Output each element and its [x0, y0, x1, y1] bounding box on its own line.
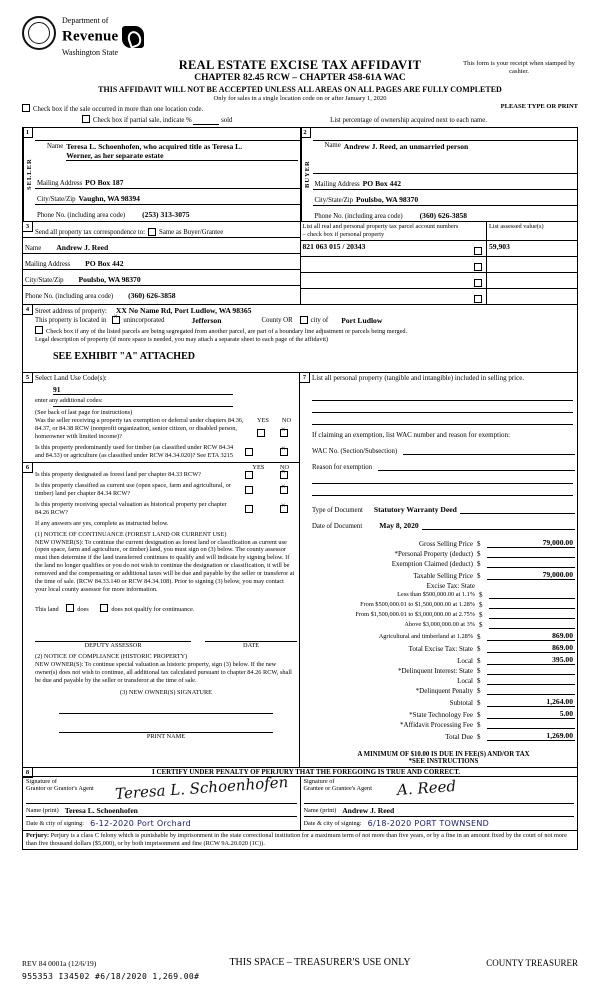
- parcel-assessed-1[interactable]: [486, 257, 577, 272]
- tax-bracket-label: Above $3,000,000.00 at 3%: [404, 620, 475, 628]
- tax-line: Gross Selling Price $ 79,000.00: [312, 538, 575, 548]
- assessed-header: List assessed value(s): [486, 222, 577, 240]
- buyer-name-label: Name: [324, 142, 341, 149]
- tax-line-value[interactable]: 79,000.00: [487, 570, 575, 580]
- seller-name-line1[interactable]: Teresa L. Schoenhofen, who acquired title as Teresa L.: [66, 142, 243, 151]
- land-qualify-row[interactable]: [35, 604, 297, 614]
- seller-box-number: 1: [23, 128, 33, 138]
- buyer-phone-row: [313, 206, 578, 221]
- tax-line-label: Agricultural and timberland at 1.28%: [378, 632, 473, 640]
- certification-box: [22, 768, 578, 850]
- tax-line-label: *Affidavit Processing Fee: [400, 720, 473, 729]
- tax-line-value[interactable]: 1,269.00: [487, 731, 575, 741]
- buyer-side-label: BUYER: [301, 128, 313, 221]
- receipt-note: [460, 60, 578, 77]
- corr-citystate-label: City/State/Zip: [25, 277, 64, 284]
- tax-line: *Delinquent Interest: State $: [312, 667, 575, 675]
- new-owner-signature-line[interactable]: [59, 713, 273, 714]
- segregation-checkbox-icon[interactable]: [35, 326, 43, 334]
- partial-sale-label: Check box if partial sale, indicate %: [93, 117, 192, 124]
- multi-location-label: Check box if the sale occurred in more than one location code.: [33, 106, 204, 113]
- grantor-printname-label: Name (print): [26, 807, 59, 815]
- page-title: REAL ESTATE EXCISE TAX AFFIDAVIT: [178, 58, 422, 72]
- seller-mailing-label: Mailing Address: [37, 180, 83, 187]
- grantee-signature-label-1: Signature of: [303, 777, 335, 785]
- tax-bracket-label: From $1,500,000.01 to $3,000,000.00 at 2.75%: [355, 610, 475, 618]
- buyer-mailing-row: [313, 174, 578, 190]
- treasurer-stamp: 955353 I34502 #6/18/2020 1,269.00#: [22, 972, 200, 981]
- corr-phone-value[interactable]: (360) 626-3858: [128, 291, 176, 300]
- corr-name-label: Name: [25, 245, 42, 252]
- seller-mailing-value[interactable]: PO Box 187: [85, 178, 124, 187]
- form-revision: REV 84 0001a (12/6/19): [22, 959, 97, 968]
- landuse-q2-no-checkbox[interactable]: [280, 448, 288, 456]
- certification-box-number: 8: [23, 768, 33, 778]
- correspondence-parcels-section: [22, 222, 578, 305]
- corr-citystate-value[interactable]: Poulsbo, WA 98370: [78, 275, 141, 284]
- parcel-assessed-0[interactable]: 59,903: [486, 241, 577, 256]
- tax-line-value[interactable]: [487, 557, 575, 558]
- please-type-or-print: PLEASE TYPE OR PRINT: [500, 103, 578, 110]
- tax-bracket-line: From $1,500,000.01 to $3,000,000.00 at 2.75% $: [312, 611, 575, 619]
- deputy-assessor-date-label: DATE: [243, 642, 260, 650]
- corr-mailing-label: Mailing Address: [25, 261, 71, 268]
- city-of-label: city of: [310, 316, 329, 324]
- corr-phone-row: [23, 286, 300, 301]
- classification-q1-no-checkbox[interactable]: [280, 471, 288, 479]
- tax-line: Taxable Selling Price $ 79,000.00: [312, 570, 575, 580]
- landuse-box: [22, 373, 300, 462]
- landuse-yes-header: YES: [257, 417, 269, 425]
- seller-phone-value[interactable]: (253) 313-3075: [142, 210, 190, 219]
- parcel-row: [301, 257, 578, 273]
- tax-line-label: *Delinquent Penalty: [415, 686, 473, 695]
- parcel-personal-checkbox-2[interactable]: [474, 279, 482, 287]
- grantor-printname-value[interactable]: Teresa L. Schoenhofen: [64, 806, 138, 816]
- parcels-box: [301, 222, 579, 305]
- buyer-citystate-row: [313, 190, 578, 206]
- unincorporated-label: unincorporated: [123, 316, 165, 324]
- segregation-row[interactable]: [35, 326, 575, 336]
- personal-property-title: List all personal property (tangible and intangible) included in selling price.: [312, 374, 525, 383]
- seller-name-label: Name: [47, 143, 64, 150]
- buyer-phone-label: Phone No. (including area code): [314, 213, 403, 220]
- deputy-assessor-label: DEPUTY ASSESSOR: [84, 642, 142, 650]
- tax-line-value[interactable]: 1,264.00: [487, 697, 575, 707]
- agency-identity: [62, 14, 144, 58]
- parcel-row: [301, 273, 578, 289]
- grantor-signature-label-1: Signature of: [26, 777, 57, 785]
- landuse-q1-no-checkbox[interactable]: [280, 429, 288, 437]
- personal-property-box: [300, 373, 578, 767]
- buyer-mailing-label: Mailing Address: [314, 181, 360, 188]
- grantor-date-city-value[interactable]: 6-12-2020 Port Orchard: [90, 819, 192, 829]
- dept-line1: Department of: [62, 16, 109, 25]
- buyer-mailing-value[interactable]: PO Box 442: [362, 179, 402, 188]
- parcel-row: [301, 289, 578, 304]
- dept-line3: Washington State: [62, 48, 119, 57]
- parties-section: [22, 127, 578, 222]
- classification-q3-no-checkbox[interactable]: [280, 505, 288, 513]
- continuance-body: NEW OWNER(S): To continue the current designation as forest land or classification as current use (open space, farm and agriculture, or timber) land, you must sign on (3) below. The county assessor must then determine if the land transferred continues to qualify and will indicate by signing below. If the land no longer qualifies or you do not wish to continue the designation or classification, it will be removed and the compensating or additional taxes will be due and payable by the seller or transferor at the time of sale. (RCW 84.33.140 or RCW 84.34.108). Prior to signing (3) below, you may contact your local county assessor for more information.: [35, 538, 295, 593]
- document-body: [22, 14, 578, 850]
- buyer-citystate-label: City/State/Zip: [314, 197, 354, 204]
- correspondence-box: [22, 222, 301, 305]
- landuse-code-value[interactable]: 91: [53, 384, 61, 394]
- grantee-date-city-value[interactable]: 6/18-2020 PORT TOWNSEND: [367, 819, 490, 829]
- see-instructions-note: *SEE INSTRUCTIONS: [408, 757, 479, 765]
- perjury-note: [23, 830, 577, 849]
- classification-q1-yes-checkbox[interactable]: [245, 471, 253, 479]
- tax-bracket-value[interactable]: [489, 608, 575, 609]
- tax-line-label: Total Due: [445, 732, 473, 741]
- buyer-phone-value[interactable]: (360) 626-3858: [419, 211, 468, 220]
- same-as-buyer-label: Same as Buyer/Grantee: [159, 229, 224, 236]
- tax-bracket-value[interactable]: [489, 628, 575, 629]
- tax-line-label: Local: [457, 656, 473, 665]
- landuse-no-header: NO: [281, 417, 291, 425]
- revenue-logo-icon: [122, 26, 144, 48]
- personal-property-box-number: 7: [300, 373, 310, 383]
- corr-mailing-value[interactable]: PO Box 442: [85, 259, 124, 268]
- parcel-assessed-2[interactable]: [486, 273, 577, 288]
- tax-line-label: Excise Tax: State: [426, 581, 475, 590]
- perjury-text: Perjury is a class C felony which is punishable by imprisonment in the state correctional institution for a maximum term of not more than five years, or by a fine in an amount fixed by the court of not more than five thousand dollars ($5,000), or by both imprisonment and fine (RCW 9A.20.020 (1C)).: [26, 832, 567, 848]
- classification-box: [22, 463, 300, 768]
- exemption-reason-input[interactable]: [378, 461, 575, 471]
- tax-line: Local $: [312, 677, 575, 685]
- multi-location-checkbox-row[interactable]: [22, 104, 578, 113]
- buyer-box: [301, 127, 579, 222]
- historic-title: (2) NOTICE OF COMPLIANCE (HISTORIC PROPERTY): [35, 653, 188, 661]
- city-value[interactable]: Port Ludlow: [341, 315, 383, 325]
- unincorporated-checkbox-icon[interactable]: [112, 316, 120, 324]
- dept-line2: Revenue: [62, 26, 144, 48]
- tax-line: *Personal Property (deduct) $: [312, 550, 575, 558]
- classification-q2-no-checkbox[interactable]: [280, 486, 288, 494]
- tax-line: *Delinquent Penalty $: [312, 687, 575, 695]
- tax-line: Subtotal $ 1,264.00: [312, 697, 575, 707]
- landuse-q1-yes-checkbox[interactable]: [257, 429, 265, 437]
- tax-line: Exemption Claimed (deduct) $: [312, 560, 575, 568]
- tax-line: Local $ 395.00: [312, 655, 575, 665]
- tax-line-label: Taxable Selling Price: [413, 571, 473, 580]
- property-box-number: 4: [23, 305, 33, 315]
- exemption-reason-label: Reason for exemption: [312, 463, 373, 471]
- grantor-signature[interactable]: Teresa L. Schoenhofen: [114, 772, 289, 803]
- tax-line-value[interactable]: 869.00: [487, 643, 575, 653]
- form-notice: THIS AFFIDAVIT WILL NOT BE ACCEPTED UNLESS ALL AREAS ON ALL PAGES ARE FULLY COMPLETED: [98, 85, 502, 94]
- classification-q3-yes-checkbox[interactable]: [245, 505, 253, 513]
- exemption-label: If claiming an exemption, list WAC number and reason for exemption:: [312, 430, 510, 439]
- tax-bracket-label: Less than $500,000.00 at 1.1%: [397, 590, 475, 598]
- classification-q1: Is this property designated as forest land per chapter 84.33 RCW?: [35, 471, 201, 479]
- corr-citystate-row: [23, 270, 300, 286]
- legal-description-note: Legal description of property (if more space is needed, you may attach a separate sheet to each page of the affidavit): [35, 335, 329, 343]
- grantee-signature[interactable]: A. Reed: [395, 776, 457, 799]
- tax-line-label: Subtotal: [449, 698, 473, 707]
- city-checkbox-icon[interactable]: [300, 316, 308, 324]
- tax-bracket-line: Above $3,000,000.00 at 3% $: [312, 621, 575, 629]
- tax-line-value[interactable]: [487, 674, 575, 675]
- legal-description-value[interactable]: SEE EXHIBIT "A" ATTACHED: [53, 351, 195, 363]
- seller-phone-label: Phone No. (including area code): [37, 212, 126, 219]
- classification-q2-yes-checkbox[interactable]: [245, 486, 253, 494]
- seller-side-label: SELLER: [23, 128, 35, 221]
- seller-citystate-label: City/State/Zip: [37, 196, 76, 203]
- new-owner-signature-title: (3) NEW OWNER(S) SIGNATURE: [119, 688, 213, 696]
- parcel-personal-checkbox-0[interactable]: [474, 247, 482, 255]
- tax-bracket-line: Less than $500,000.00 at 1.1% $: [312, 591, 575, 599]
- buyer-name-value[interactable]: Andrew J. Reed, an unmarried person: [343, 142, 469, 151]
- tax-line-value[interactable]: 395.00: [487, 655, 575, 665]
- tax-calculation-table: [312, 538, 575, 741]
- county-treasurer-label: COUNTY TREASURER: [486, 958, 578, 968]
- tax-line-value[interactable]: [487, 684, 575, 685]
- classification-box-number: 6: [23, 463, 33, 473]
- land-does-checkbox[interactable]: [66, 604, 74, 612]
- tax-line: Total Due $ 1,269.00: [312, 731, 575, 741]
- parcel-personal-checkbox-3[interactable]: [474, 295, 482, 303]
- document-header: [22, 14, 578, 56]
- property-box: [22, 305, 578, 374]
- classification-q2: Is this property classified as current use (open space, farm and agricultural, or timber) land per chapter 84.34 RCW?: [35, 482, 231, 498]
- print-name-label: PRINT NAME: [146, 732, 186, 740]
- landuse-see-back: (See back of last page for instructions): [35, 409, 133, 417]
- corr-name-row: [23, 238, 300, 254]
- same-as-buyer-checkbox-icon[interactable]: [148, 228, 156, 236]
- tax-bracket-line: From $500,000.01 to $1,500,000.00 at 1.28% $: [312, 601, 575, 609]
- tax-line-value[interactable]: 79,000.00: [487, 538, 575, 548]
- correspondence-box-number: 3: [23, 222, 33, 232]
- grantee-signature-label-2: Grantee or Grantee's Agent: [303, 785, 372, 793]
- tax-bracket-value[interactable]: [489, 598, 575, 599]
- landuse-q1: Was the seller receiving a property tax exemption or deferral under chapters 84.36, 84.37, or 84.38 RCW (nonprofit organization, senior citizen, or disabled person, homeowner with limited income)?: [35, 417, 244, 440]
- tax-line-value[interactable]: [487, 694, 575, 695]
- grantee-date-city-label: Date & city of signing:: [303, 820, 362, 828]
- tax-line: *Affidavit Processing Fee $: [312, 721, 575, 729]
- tax-line: Total Excise Tax: State $ 869.00: [312, 643, 575, 653]
- tax-line-label: Total Excise Tax: State: [408, 644, 473, 653]
- tax-line-value[interactable]: [487, 728, 575, 729]
- seller-mailing-row: [35, 173, 300, 189]
- street-address-value[interactable]: XX No Name Rd, Port Ludlow, WA 98365: [115, 305, 252, 315]
- landuse-personal-section: [22, 373, 578, 767]
- continuance-title: (1) NOTICE OF CONTINUANCE (FOREST LAND OR CURRENT USE): [35, 530, 227, 538]
- wac-label: WAC No. (Section/Subsection): [312, 447, 398, 455]
- landuse-title: Select Land Use Code(s):: [35, 374, 107, 383]
- document-date-value[interactable]: May 8, 2020: [379, 520, 419, 530]
- land-qualify-label: This land: [35, 605, 59, 613]
- classification-q3: Is this property receiving special valuation as historical property per chapter 84.26 RCW?: [35, 501, 227, 516]
- county-or-label: County OR: [261, 316, 293, 324]
- parcel-assessed-3[interactable]: [486, 289, 577, 304]
- classification-ifany: If any answers are yes, complete as instructed below.: [35, 519, 169, 527]
- document-date-label: Date of Document: [312, 522, 363, 530]
- form-subtitle: CHAPTER 82.45 RCW – CHAPTER 458-61A WAC: [194, 73, 406, 83]
- parcel-number-1[interactable]: [301, 257, 475, 272]
- seller-box: [22, 127, 301, 222]
- tax-line-value[interactable]: [487, 567, 575, 568]
- seller-citystate-value[interactable]: Vaughn, WA 98394: [78, 194, 140, 203]
- landuse-additional-label: enter any additional codes:: [35, 396, 103, 404]
- buyer-citystate-value[interactable]: Poulsbo, WA 98370: [356, 195, 419, 204]
- tax-line-label: *Personal Property (deduct): [394, 549, 473, 558]
- tax-line-label: *Delinquent Interest: State: [397, 666, 473, 675]
- corr-name-value[interactable]: Andrew J. Reed: [56, 243, 109, 252]
- corr-phone-label: Phone No. (including area code): [25, 293, 114, 300]
- historic-body: NEW OWNER(S): To continue special valuation as historic property, sign (3) below. If the new owner(s) does not wish to continue, all additional tax calculated pursuant to chapter 84.26 RCW, shall be due and payable by the seller or transferor at the time of sale.: [35, 661, 292, 684]
- classification-yes-header: YES: [252, 463, 265, 471]
- grantor-signature-label-2: Grantor or Grantor's Agent: [26, 785, 94, 793]
- classification-no-header: NO: [279, 463, 289, 471]
- correspondence-header: Send all property tax correspondence to:: [35, 229, 146, 236]
- landuse-q2: Is this property predominantly used for timber (as classified under RCW 84.34 and 84.33) or agriculture (as classified under RCW 84.34.020)? See ETA 3215: [35, 443, 234, 459]
- parcel-number-2[interactable]: [301, 273, 475, 288]
- street-address-label: Street address of property:: [35, 307, 107, 315]
- tax-bracket-value[interactable]: [489, 618, 575, 619]
- seller-name-line2[interactable]: Werner, as her separate estate: [66, 151, 297, 161]
- parcels-header: List all real and personal property tax parcel account numbers – check box if personal property: [302, 223, 459, 238]
- tax-line: [312, 582, 575, 590]
- segregation-note: Check box if any of the listed parcels are being segregated from another parcel, are part of a boundary line adjustment or parcels being merged.: [46, 327, 408, 335]
- parcel-personal-checkbox-1[interactable]: [474, 263, 482, 271]
- tax-line-label: *State Technology Fee: [409, 710, 473, 719]
- landuse-q2-yes-checkbox[interactable]: [245, 448, 253, 456]
- partial-sale-tail: sold: [221, 117, 233, 124]
- tax-line: Agricultural and timberland at 1.28% $ 869.00: [312, 631, 575, 641]
- grantee-printname-label: Name (print): [303, 807, 337, 815]
- tax-bracket-label: From $500,000.01 to $1,500,000.00 at 1.28%: [360, 600, 475, 608]
- tax-line-label: Gross Selling Price: [418, 539, 473, 548]
- land-does-label: does: [77, 605, 89, 613]
- minimum-due-note: A MINIMUM OF $10.00 IS DUE IN FEE(S) AND/OR TAX: [357, 750, 530, 758]
- partial-sale-checkbox-icon[interactable]: [82, 115, 90, 123]
- wac-input[interactable]: [403, 445, 575, 455]
- located-in-label: This property is located in: [35, 316, 107, 324]
- ownership-note: List percentage of ownership acquired next to each name.: [330, 117, 488, 124]
- multi-location-checkbox-icon[interactable]: [22, 104, 30, 112]
- perjury-label: Perjury:: [26, 832, 50, 840]
- tax-line-value[interactable]: 5.00: [487, 709, 575, 719]
- document-footer: [22, 957, 578, 981]
- parcel-number-3[interactable]: [301, 289, 475, 304]
- corr-mailing-row: [23, 254, 300, 270]
- form-notice-secondary: Only for sales in a single location code on or after January 1, 2020: [213, 95, 387, 102]
- partial-sale-percent-input[interactable]: [193, 117, 219, 125]
- grantor-date-city-label: Date & city of signing:: [26, 820, 85, 828]
- land-does-not-checkbox[interactable]: [100, 604, 108, 612]
- tax-line-label: Local: [457, 676, 473, 685]
- county-value[interactable]: Jefferson: [191, 315, 222, 325]
- document-type-value[interactable]: Statutory Warranty Deed: [373, 504, 457, 514]
- buyer-box-number: 2: [301, 128, 311, 138]
- tax-line-label: Exemption Claimed (deduct): [391, 559, 473, 568]
- tax-line-value[interactable]: 869.00: [487, 631, 575, 641]
- certification-statement: I CERTIFY UNDER PENALTY OF PERJURY THAT THE FOREGOING IS TRUE AND CORRECT.: [23, 768, 577, 777]
- partial-sale-row[interactable]: [82, 115, 578, 125]
- land-does-not-label: does not qualify for continuance.: [111, 605, 195, 613]
- landuse-box-number: 5: [23, 373, 33, 383]
- seller-citystate-row: [35, 189, 300, 205]
- parcel-number-0[interactable]: 821 063 015 / 20343: [302, 241, 366, 251]
- receipt-note-text: This form is your receipt when stamped by cashier.: [463, 60, 575, 76]
- seller-phone-row: [35, 205, 300, 220]
- treasurer-space-label: THIS SPACE – TREASURER'S USE ONLY: [229, 957, 411, 968]
- grantee-printname-value[interactable]: Andrew J. Reed: [342, 806, 395, 816]
- parcel-row: [301, 241, 578, 257]
- state-seal-icon: [22, 16, 56, 50]
- tax-line: *State Technology Fee $ 5.00: [312, 709, 575, 719]
- document-type-label: Type of Document: [312, 506, 363, 514]
